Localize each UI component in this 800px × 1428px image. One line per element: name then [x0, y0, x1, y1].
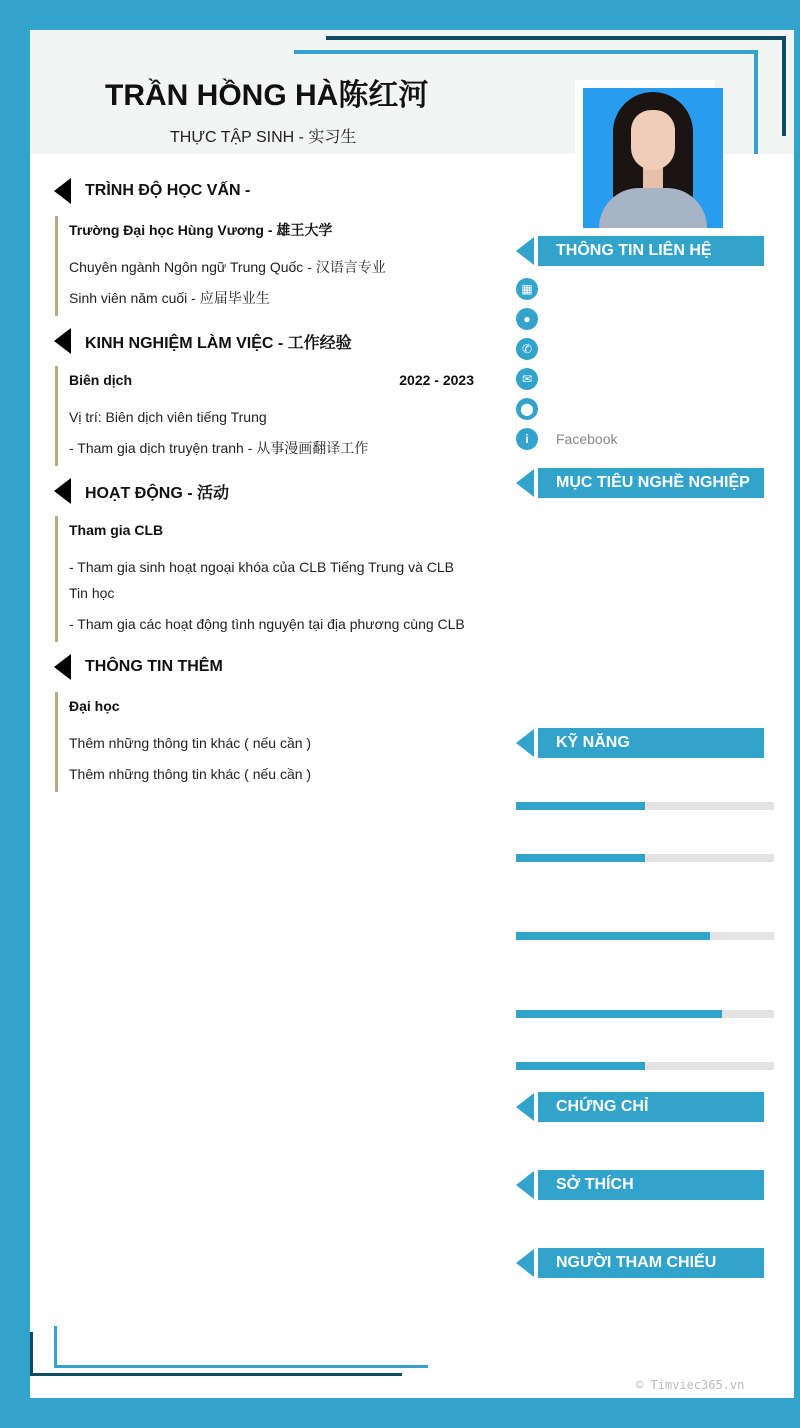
- heading-triangle-icon: [516, 1249, 534, 1277]
- objective-heading: [516, 468, 764, 498]
- skill-bar: [516, 932, 774, 940]
- entry-line: Thêm những thông tin khác ( nếu cần ): [69, 735, 312, 751]
- candidate-title: THỰC TẬP SINH - 实习生: [170, 129, 357, 146]
- skills-heading: [516, 728, 764, 758]
- user-icon: ●: [516, 308, 538, 330]
- heading-triangle-icon: [516, 469, 534, 497]
- entry-line: Thêm những thông tin khác ( nếu cần ): [69, 766, 312, 782]
- section-body: [55, 692, 474, 792]
- section-heading-label: HOẠT ĐỘNG - 活动: [85, 484, 229, 502]
- section-body: [55, 516, 474, 642]
- entry-line: Sinh viên năm cuối - 应届毕业生: [69, 290, 270, 306]
- skills-heading-label: KỸ NĂNG: [538, 728, 764, 758]
- entry-title: Tham gia CLB: [69, 522, 164, 538]
- entry-line: - Tham gia dịch truyện tranh - 从事漫画翻译工作: [69, 440, 369, 456]
- hobbies-heading-label: SỞ THÍCH: [538, 1170, 764, 1200]
- entry-title: Đại học: [69, 698, 120, 714]
- phone-icon: ✆: [516, 338, 538, 360]
- entry-title: Trường Đại học Hùng Vương - 雄王大学: [69, 222, 333, 238]
- entry-line: - Tham gia sinh hoạt ngoại khóa của CLB Tiếng Trung và CLB Tin học: [69, 559, 454, 601]
- skill-bar-fill: [516, 854, 645, 862]
- section-body: [55, 366, 474, 466]
- references-heading-label: NGƯỜI THAM CHIẾU: [538, 1248, 764, 1278]
- skill-bar-fill: [516, 1062, 645, 1070]
- section-heading: [54, 176, 474, 206]
- section-experience: [54, 326, 474, 466]
- section-heading-label: TRÌNH ĐỘ HỌC VẤN -: [85, 182, 251, 199]
- entry-date: 2022 - 2023: [399, 372, 474, 388]
- email-icon: ✉: [516, 368, 538, 390]
- heading-triangle-icon: [516, 1093, 534, 1121]
- entry-line: Vị trí: Biên dịch viên tiếng Trung: [69, 409, 267, 425]
- section-heading: [54, 326, 474, 356]
- info-icon: i: [516, 428, 538, 450]
- profile-photo: [583, 88, 723, 228]
- section-triangle-icon: [54, 328, 71, 354]
- entry-line: - Tham gia các hoạt động tình nguyện tại địa phương cùng CLB: [69, 616, 465, 632]
- skill-bar: [516, 1062, 774, 1070]
- calendar-icon: ▦: [516, 278, 538, 300]
- skill-bar-fill: [516, 802, 645, 810]
- section-additional-info: [54, 652, 474, 792]
- section-triangle-icon: [54, 654, 71, 680]
- certificates-heading: [516, 1092, 764, 1122]
- watermark: © Timviec365.vn: [636, 1378, 745, 1392]
- profile-photo-frame: [575, 80, 715, 228]
- resume-page: [30, 30, 794, 1398]
- location-icon: ⬤: [516, 398, 538, 420]
- contact-heading: [516, 236, 764, 266]
- skill-bar: [516, 1010, 774, 1018]
- section-heading-label: KINH NGHIỆM LÀM VIỆC - 工作经验: [85, 334, 352, 352]
- left-column: [54, 176, 474, 802]
- skill-bar: [516, 854, 774, 862]
- heading-triangle-icon: [516, 237, 534, 265]
- skill-bar: [516, 802, 774, 810]
- skill-bar-fill: [516, 932, 710, 940]
- candidate-name: TRẦN HỒNG HÀ陈红河: [105, 79, 429, 112]
- section-heading: [54, 652, 474, 682]
- contact-facebook[interactable]: Facebook: [556, 431, 618, 447]
- section-heading-label: THÔNG TIN THÊM: [85, 658, 223, 675]
- section-triangle-icon: [54, 178, 71, 204]
- entry-line: Chuyên ngành Ngôn ngữ Trung Quốc - 汉语言专业: [69, 259, 386, 275]
- section-triangle-icon: [54, 478, 71, 504]
- certificates-heading-label: CHỨNG CHỈ: [538, 1092, 764, 1122]
- section-education: [54, 176, 474, 316]
- heading-triangle-icon: [516, 729, 534, 757]
- heading-triangle-icon: [516, 1171, 534, 1199]
- hobbies-heading: [516, 1170, 764, 1200]
- entry-title: Biên dịch: [69, 372, 133, 388]
- section-activities: [54, 476, 474, 642]
- skill-bar-fill: [516, 1010, 722, 1018]
- section-heading: [54, 476, 474, 506]
- references-heading: [516, 1248, 764, 1278]
- corner-decoration-bottom-inner: [54, 1326, 428, 1368]
- contact-heading-label: THÔNG TIN LIÊN HỆ: [538, 236, 764, 266]
- section-body: [55, 216, 474, 316]
- objective-heading-label: MỤC TIÊU NGHỀ NGHIỆP: [538, 468, 764, 498]
